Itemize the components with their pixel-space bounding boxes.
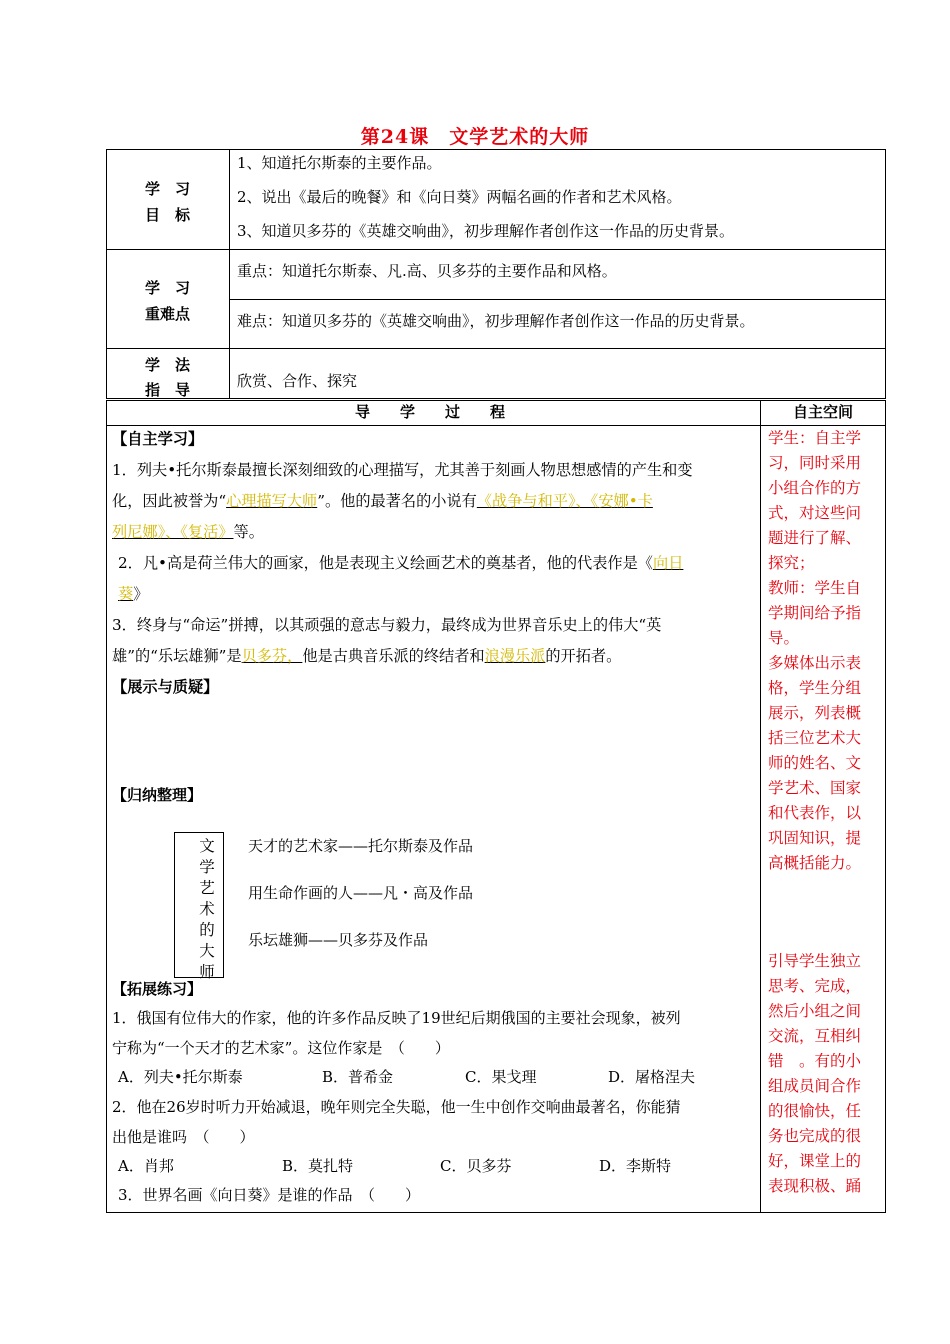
show-heading: 【展示与质疑】 [112,678,219,696]
summary-box-label: 文学艺术的大师 [199,837,215,981]
side-note-1 [768,426,880,876]
note-line: 然后小组之间 [768,1002,862,1020]
note-line: 式，对这些问 [768,504,862,522]
q1-text: 等。 [233,523,264,541]
summary-item: 乐坛雄狮——贝多芬及作品 [248,931,429,949]
note-line: 的很愉快，任 [768,1102,862,1120]
note-line: 括三位艺术大 [768,729,862,747]
summary-item: 天才的艺术家——托尔斯泰及作品 [248,837,474,855]
q3-text: 的开拓者。 [545,647,622,665]
q1-text: ”。他的最著名的小说有 [317,492,477,510]
exercise-2-line: 出他是谁吗 （ ） [112,1128,255,1146]
note-line: 导。 [768,629,800,647]
note-line: 高概括能力。 [768,854,862,872]
note-line: 表现积极、踊 [768,1177,862,1195]
side-note-2 [768,949,880,1199]
goals-label-line2: 目 标 [144,206,190,224]
process-content [112,424,752,703]
exercise-1-option: C．果戈理 [465,1068,537,1086]
process-header: 导 学 过 程 [354,403,505,421]
q3-text: 3．终身与“命运”拼搏，以其顽强的意志与毅力，最终成为世界音乐史上的伟大“英 [112,616,662,634]
answer-blank: 心理描写大师 [226,492,318,510]
note-line: 学期间给予指 [768,604,862,622]
difficult-point: 难点：知道贝多芬的《英雄交响曲》，初步理解作者创作这一作品的历史背景。 [237,312,755,330]
question-1 [112,455,752,548]
exercise-1-option: D．屠格涅夫 [608,1068,696,1086]
note-line: 习，同时采用 [768,454,862,472]
q3-text: 他是古典音乐派的终结者和 [302,647,485,665]
note-line: 题进行了解、 [768,529,862,547]
summary-item: 用生命作画的人——凡・高及作品 [248,884,474,902]
q1-text: 化，因此被誉为“ [112,492,227,510]
note-line: 教师：学生自 [768,579,862,597]
answer-blank: 列尼娜》、《复活》 [112,523,234,541]
note-line: 和代表作，以 [768,804,862,822]
method-label-line1: 学 法 [144,356,190,374]
exercise-2-option: C．贝多芬 [440,1157,512,1175]
q1-text: 1．列夫•托尔斯泰最擅长深刻细致的心理描写，尤其善于刻画人物思想感情的产生和变 [112,461,693,479]
goal-item: 2、说出《最后的晚餐》和《向日葵》两幅名画的作者和艺术风格。 [237,188,682,206]
method-label-line2: 指 导 [144,381,190,399]
key-point: 重点：知道托尔斯泰、凡.高、贝多芬的主要作品和风格。 [237,262,617,280]
note-line: 学生：自主学 [768,429,862,447]
note-line: 引导学生独立 [768,952,862,970]
note-line: 师的姓名、文 [768,754,862,772]
note-line: 好，课堂上的 [768,1152,862,1170]
note-line: 多媒体出示表 [768,654,862,672]
q2-text: 2．凡•高是荷兰伟大的画家，他是表现主义绘画艺术的奠基者，他的代表作是《 [118,554,653,572]
header-row-divider [106,249,886,250]
goal-item: 3、知道贝多芬的《英雄交响曲》，初步理解作者创作这一作品的历史背景。 [237,222,735,240]
summary-heading: 【归纳整理】 [112,786,203,804]
answer-blank: 贝多芬， [241,647,303,665]
header-column-divider [229,149,230,399]
note-line: 展示，列表概 [768,704,862,722]
answer-blank: 《战争与和平》、《安娜•卡 [476,492,653,510]
key-label-line1: 学 习 [144,279,190,297]
note-line: 学艺术、国家 [768,779,862,797]
method-text: 欣赏、合作、探究 [237,372,358,390]
note-line: 错 。有的小 [768,1052,862,1070]
goal-item: 1、知道托尔斯泰的主要作品。 [237,154,442,172]
q2-text: 》 [133,585,149,603]
side-header: 自主空间 [792,403,853,421]
exercise-1-line: 宁称为“一个天才的艺术家”。这位作家是 （ ） [112,1039,450,1057]
note-line: 探究； [768,554,815,572]
exercise-1-line: 1．俄国有位伟大的作家，他的许多作品反映了19世纪后期俄国的主要社会现象，被列 [112,1009,681,1027]
note-line: 小组合作的方 [768,479,862,497]
note-line: 组成员间合作 [768,1077,862,1095]
header-row-divider [106,348,886,349]
q3-text: 雄”的“乐坛雄狮”是 [112,647,242,665]
answer-blank: 浪漫乐派 [484,647,546,665]
exercise-2-option: D．李斯特 [599,1157,672,1175]
key-label-line2: 重难点 [144,305,190,323]
process-column-divider [760,400,761,1213]
note-line: 思考、完成， [768,977,862,995]
answer-blank: 葵 [118,585,134,603]
question-3 [112,610,752,672]
note-line: 交流，互相纠 [768,1027,862,1045]
question-2 [112,548,752,610]
page-title: 第24课 文学艺术的大师 [360,126,590,148]
exercise-1-option: B．普希金 [322,1068,394,1086]
note-line: 格，学生分组 [768,679,862,697]
note-line: 巩固知识，提 [768,829,862,847]
extend-heading: 【拓展练习】 [112,980,203,998]
goals-label-line1: 学 习 [144,180,190,198]
header-subrow-divider [229,299,886,300]
exercise-2-option: A．肖邦 [118,1157,174,1175]
exercise-2-option: B．莫扎特 [282,1157,354,1175]
answer-blank: 向日 [653,554,684,572]
self-study-heading: 【自主学习】 [112,430,204,448]
exercise-2-line: 2．他在26岁时听力开始减退，晚年则完全失聪，他一生中创作交响曲最著名，你能猜 [112,1098,681,1116]
exercise-3-line: 3．世界名画《向日葵》是谁的作品 （ ） [118,1186,421,1204]
exercise-1-option: A．列夫•托尔斯泰 [118,1068,243,1086]
note-line: 务也完成的很 [768,1127,862,1145]
